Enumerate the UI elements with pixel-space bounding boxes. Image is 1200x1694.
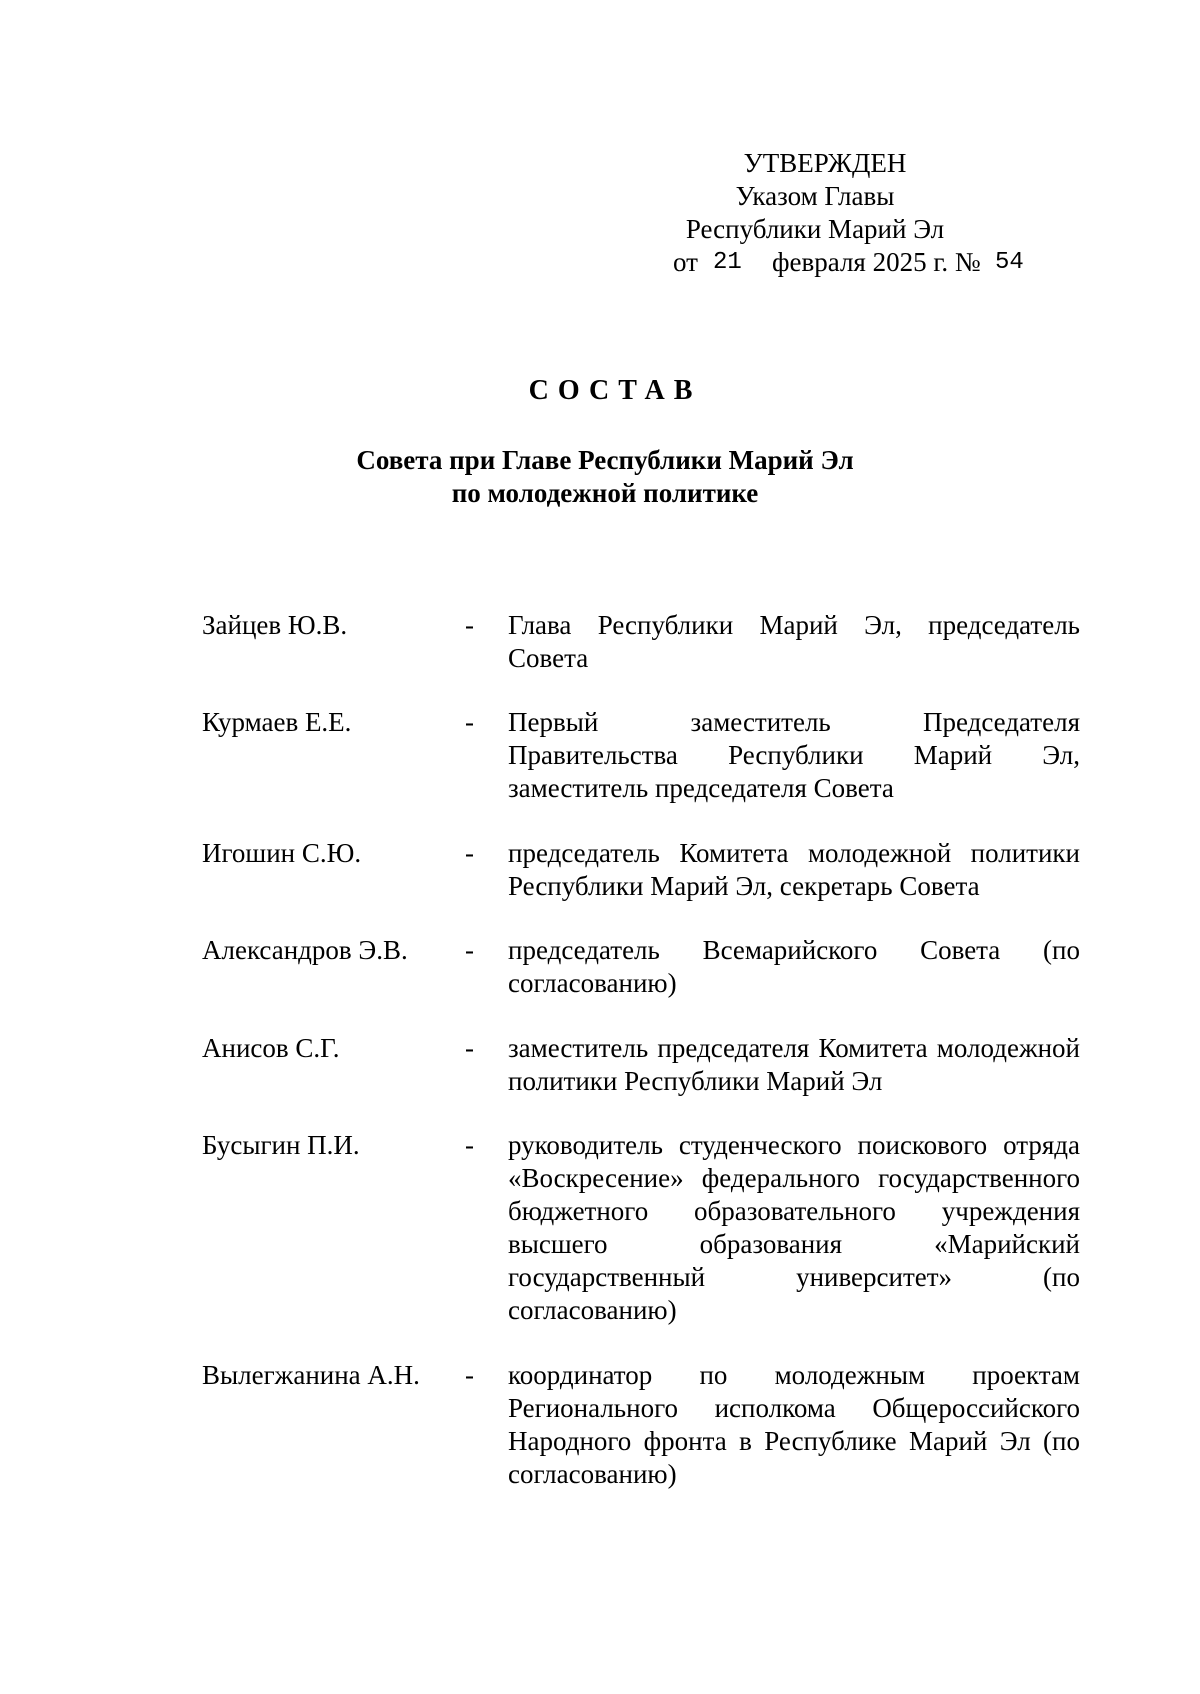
- date-day: 21: [713, 249, 742, 276]
- member-name: Бусыгин П.И.: [202, 1130, 360, 1160]
- decree-number: 54: [995, 249, 1024, 276]
- member-role: руководитель студенческого поискового отряда «Воскресение» федерального государственного бюджетного образовательного учреждения высшего образования «Марийский государственный университет» (по согласованию): [508, 1130, 1080, 1325]
- member-name: Игошин С.Ю.: [202, 838, 362, 868]
- member-name: Зайцев Ю.В.: [202, 610, 348, 640]
- members-list: [202, 609, 1082, 1491]
- member-row: [202, 1359, 1082, 1491]
- approval-decree-line: Указом Главы: [735, 181, 895, 211]
- member-name: Вылегжанина А.Н.: [202, 1360, 420, 1390]
- subtitle-line-2: по молодежной политике: [451, 478, 759, 508]
- member-role: Первый заместитель Председателя Правительства Республики Марий Эл, заместитель председателя Совета: [508, 707, 1080, 803]
- member-dash: -: [465, 1360, 474, 1390]
- approval-date-line: [600, 246, 1030, 279]
- subtitle-line-1: Совета при Главе Республики Марий Эл: [356, 445, 854, 475]
- member-dash: -: [465, 935, 474, 965]
- member-dash: -: [465, 707, 474, 737]
- member-name: Александров Э.В.: [202, 935, 408, 965]
- member-dash: -: [465, 1033, 474, 1063]
- approval-title: УТВЕРЖДЕН: [743, 148, 907, 178]
- member-row: [202, 1032, 1082, 1098]
- member-dash: -: [465, 610, 474, 640]
- member-name: Анисов С.Г.: [202, 1033, 340, 1063]
- date-month-year: февраля 2025 г. №: [772, 247, 981, 277]
- member-row: [202, 706, 1082, 805]
- member-row: [202, 837, 1082, 903]
- approval-republic-line: Республики Марий Эл: [685, 214, 945, 244]
- member-role: Глава Республики Марий Эл, председатель Совета: [508, 610, 1080, 673]
- member-role: координатор по молодежным проектам Регионального исполкома Общероссийского Народного фронта в Республике Марий Эл (по согласованию): [508, 1360, 1080, 1489]
- member-name: Курмаев Е.Е.: [202, 707, 352, 737]
- member-role: заместитель председателя Комитета молодежной политики Республики Марий Эл: [508, 1033, 1080, 1096]
- document-subtitle: [0, 444, 1200, 510]
- approval-stamp: [600, 147, 1030, 279]
- member-dash: -: [465, 838, 474, 868]
- date-prefix: от: [673, 247, 698, 277]
- member-role: председатель Всемарийского Совета (по согласованию): [508, 935, 1080, 998]
- member-row: [202, 934, 1082, 1000]
- member-row: [202, 609, 1082, 675]
- document-title: СОСТАВ: [528, 375, 702, 406]
- member-dash: -: [465, 1130, 474, 1160]
- member-row: [202, 1129, 1082, 1327]
- member-role: председатель Комитета молодежной политики Республики Марий Эл, секретарь Совета: [508, 838, 1080, 901]
